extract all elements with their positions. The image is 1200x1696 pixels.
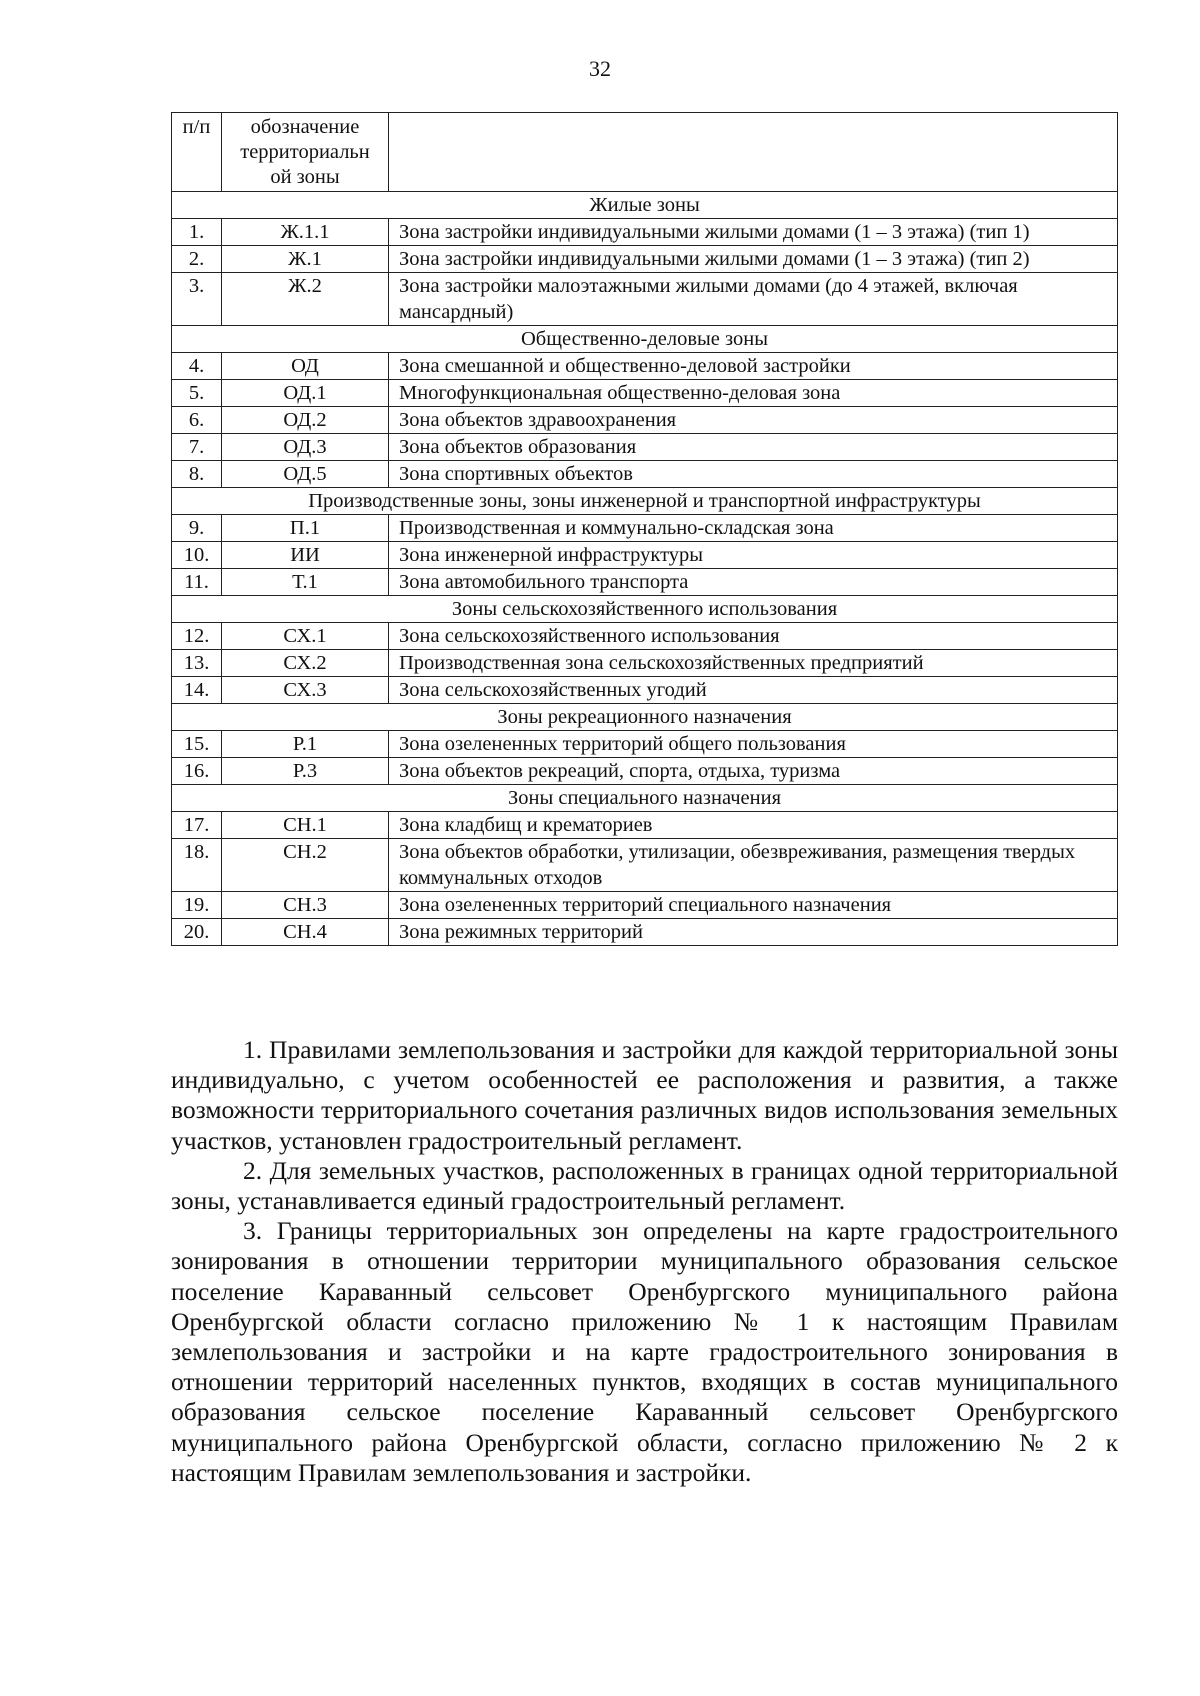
table-row [172,839,1118,892]
zone-number: 1. [172,219,222,246]
zone-name: Зона смешанной и общественно-деловой застройки [389,353,1118,380]
zone-number: 19. [172,892,222,919]
zone-name: Зона сельскохозяйственных угодий [389,677,1118,704]
zone-number: 3. [172,273,222,326]
table-header-row [172,113,1118,192]
header-name [389,113,1118,192]
section-row [172,704,1118,731]
table-row [172,892,1118,919]
zone-code: Ж.1.1 [222,219,389,246]
zone-name: Производственная зона сельскохозяйственных предприятий [389,650,1118,677]
zone-code: Т.1 [222,569,389,596]
zone-code: Ж.1 [222,246,389,273]
zone-name: Зона застройки индивидуальными жилыми домами (1 – 3 этажа) (тип 2) [389,246,1118,273]
section-title: Зоны сельскохозяйственного использования [172,596,1118,623]
zone-code: СХ.3 [222,677,389,704]
zone-code: СХ.2 [222,650,389,677]
zone-code: СН.1 [222,812,389,839]
paragraph-1: 1. Правилами землепользования и застройки для каждой территориальной зоны индивидуально, с учетом особенностей ее расположения и развития, а также возможности территориального сочетания различных видов использования земельных участков, установлен градостроительный регламент. [171,1035,1118,1155]
zone-number: 2. [172,246,222,273]
section-title: Зоны рекреационного назначения [172,704,1118,731]
header-code: обозначение территориальн ой зоны [222,113,389,192]
table-row [172,461,1118,488]
paragraph-3: 3. Границы территориальных зон определены на карте градостроительного зонирования в отношении территории муниципального образования сельское поселение Караванный сельсовет Оренбургского муниципального района Оренбургской области согласно приложению № 1 к настоящим Правилам землепользования и застройки и на карте градостроительного зонирования в отношении территорий населенных пунктов, входящих в состав муниципального образования сельское поселение Караванный сельсовет Оренбургского муниципального района Оренбургской области, согласно приложению № 2 к настоящим Правилам землепользования и застройки. [171,1216,1118,1487]
table-row [172,569,1118,596]
zone-code: СХ.1 [222,623,389,650]
table-row [172,273,1118,326]
zone-number: 8. [172,461,222,488]
zone-name: Многофункциональная общественно-деловая зона [389,380,1118,407]
table-row [172,515,1118,542]
zone-name: Зона застройки индивидуальными жилыми домами (1 – 3 этажа) (тип 1) [389,219,1118,246]
table-row [172,407,1118,434]
zone-number: 7. [172,434,222,461]
section-row [172,488,1118,515]
zone-name: Зона озелененных территорий специального назначения [389,892,1118,919]
zone-name: Зона спортивных объектов [389,461,1118,488]
zone-code: СН.3 [222,892,389,919]
section-title: Общественно-деловые зоны [172,326,1118,353]
zone-code: ИИ [222,542,389,569]
table-row [172,731,1118,758]
table-row [172,758,1118,785]
section-row [172,596,1118,623]
zone-name: Зона объектов здравоохранения [389,407,1118,434]
zone-code: ОД.3 [222,434,389,461]
section-title: Зоны специального назначения [172,785,1118,812]
paragraph-2: 2. Для земельных участков, расположенных в границах одной территориальной зоны, устанавливается единый градостроительный регламент. [171,1155,1118,1216]
zone-name: Зона объектов рекреаций, спорта, отдыха, туризма [389,758,1118,785]
zone-number: 11. [172,569,222,596]
zone-code: ОД.2 [222,407,389,434]
zone-code: Р.1 [222,731,389,758]
zone-code: СН.4 [222,919,389,946]
zone-number: 6. [172,407,222,434]
zone-code: Р.3 [222,758,389,785]
zone-number: 14. [172,677,222,704]
table-row [172,919,1118,946]
zone-name: Зона застройки малоэтажными жилыми домами (до 4 этажей, включая мансардный) [389,273,1118,326]
zone-name: Зона объектов образования [389,434,1118,461]
zones-table-body [172,192,1118,946]
zone-name: Зона озелененных территорий общего пользования [389,731,1118,758]
page-number: 32 [589,56,611,81]
section-title: Жилые зоны [172,192,1118,219]
zone-number: 17. [172,812,222,839]
zone-number: 15. [172,731,222,758]
table-row [172,812,1118,839]
section-row [172,326,1118,353]
zone-name: Производственная и коммунально-складская зона [389,515,1118,542]
zone-name: Зона объектов обработки, утилизации, обезвреживания, размещения твердых коммунальных отходов [389,839,1118,892]
table-row [172,434,1118,461]
zone-number: 16. [172,758,222,785]
table-row [172,353,1118,380]
table-row [172,380,1118,407]
section-row [172,785,1118,812]
table-row [172,650,1118,677]
zone-name: Зона сельскохозяйственного использования [389,623,1118,650]
section-row [172,192,1118,219]
zone-code: ОД.5 [222,461,389,488]
zones-table [171,112,1118,946]
section-title: Производственные зоны, зоны инженерной и транспортной инфраструктуры [172,488,1118,515]
zone-name: Зона кладбищ и крематориев [389,812,1118,839]
zone-number: 4. [172,353,222,380]
zone-number: 5. [172,380,222,407]
table-row [172,246,1118,273]
zone-number: 18. [172,839,222,892]
zone-code: ОД [222,353,389,380]
zone-name: Зона автомобильного транспорта [389,569,1118,596]
table-row [172,219,1118,246]
zone-number: 20. [172,919,222,946]
table-row [172,623,1118,650]
zone-number: 9. [172,515,222,542]
zone-code: ОД.1 [222,380,389,407]
zone-number: 12. [172,623,222,650]
body-text [171,1035,1118,1488]
zone-number: 10. [172,542,222,569]
zone-number: 13. [172,650,222,677]
zone-code: Ж.2 [222,273,389,326]
zone-name: Зона режимных территорий [389,919,1118,946]
table-row [172,542,1118,569]
zone-code: СН.2 [222,839,389,892]
table-row [172,677,1118,704]
zone-name: Зона инженерной инфраструктуры [389,542,1118,569]
header-num: п/п [172,113,222,192]
zone-code: П.1 [222,515,389,542]
